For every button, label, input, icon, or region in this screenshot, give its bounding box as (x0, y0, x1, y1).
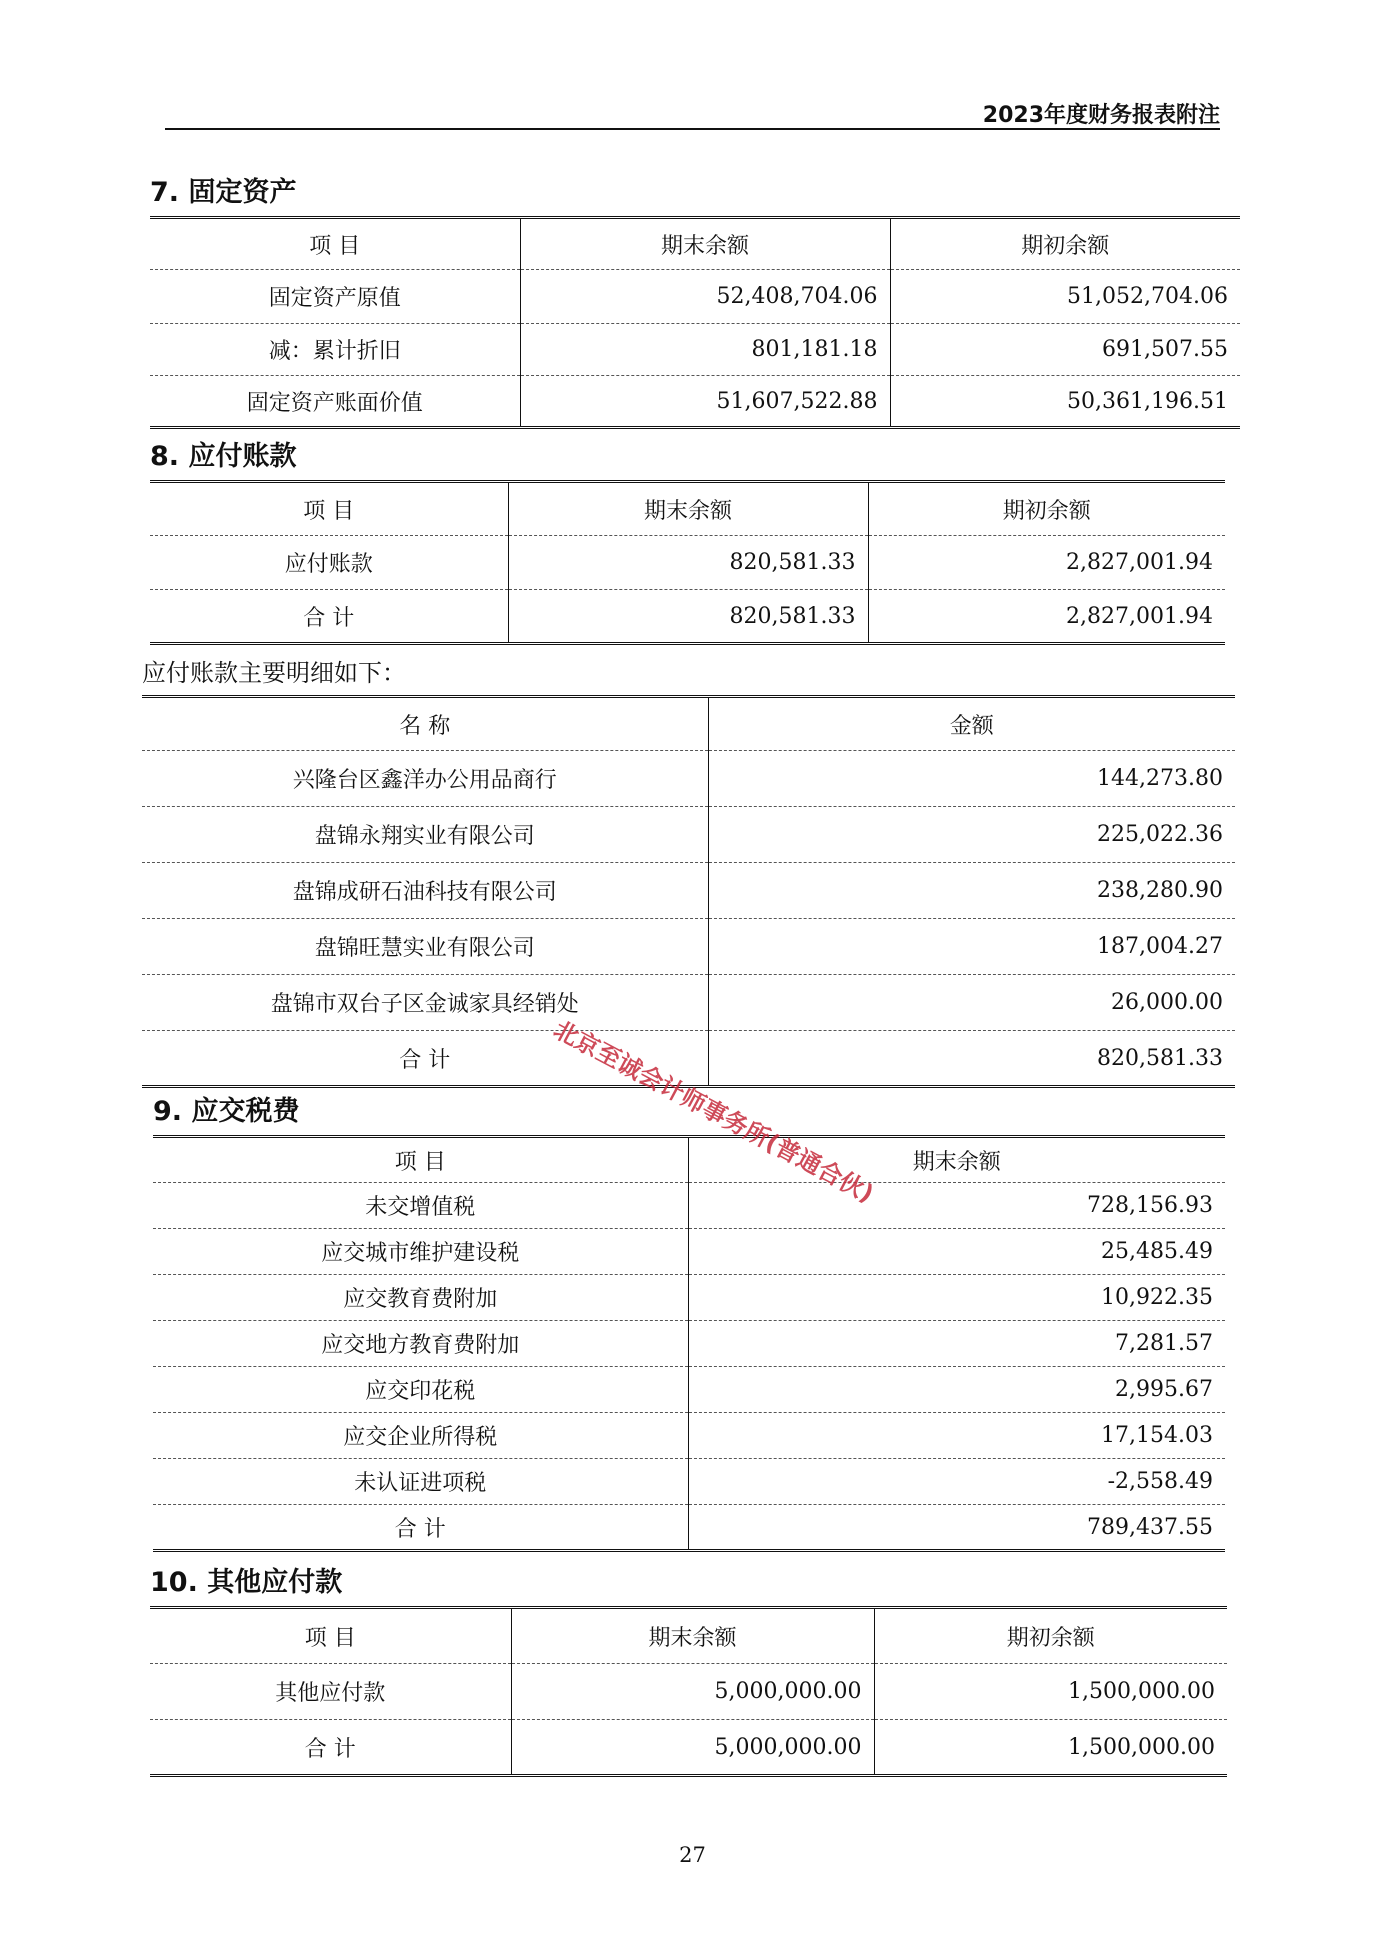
supplier-name: 兴隆台区鑫洋办公用品商行 (142, 751, 708, 807)
closing-balance: 51,607,522.88 (520, 376, 890, 428)
row-label: 其他应付款 (150, 1664, 511, 1720)
table-header-row (142, 697, 1235, 751)
other-payables-table (150, 1606, 1227, 1777)
column-header: 期初余额 (890, 218, 1240, 270)
opening-balance: 1,500,000.00 (874, 1720, 1227, 1776)
report-header-title: 2023年度财务报表附注 (982, 103, 1220, 128)
tax-item: 应交印花税 (153, 1367, 688, 1413)
closing-balance: 820,581.33 (508, 536, 868, 590)
section-fixed-assets (150, 170, 1240, 429)
table-row (153, 1321, 1225, 1367)
accounts-payable-table (150, 480, 1225, 645)
fixed-assets-table (150, 216, 1240, 429)
opening-balance: 50,361,196.51 (890, 376, 1240, 428)
row-label: 减：累计折旧 (150, 324, 520, 376)
section-taxes-payable (153, 1089, 1225, 1552)
amount: 728,156.93 (688, 1183, 1225, 1229)
section-title: 8. 应付账款 (150, 441, 297, 472)
row-label: 固定资产原值 (150, 270, 520, 324)
header-rule (165, 128, 1220, 130)
column-header: 项 目 (153, 1137, 688, 1183)
table-row (150, 590, 1225, 644)
column-header: 项 目 (150, 218, 520, 270)
amount: 7,281.57 (688, 1321, 1225, 1367)
column-header: 期末余额 (511, 1608, 874, 1664)
closing-balance: 801,181.18 (520, 324, 890, 376)
table-row (142, 863, 1235, 919)
payable-details-table (142, 695, 1235, 1088)
table-row (150, 536, 1225, 590)
column-header: 期末余额 (688, 1137, 1225, 1183)
column-header: 名 称 (142, 697, 708, 751)
table-row (150, 1720, 1227, 1776)
table-header-row (150, 482, 1225, 536)
supplier-name: 合 计 (399, 1047, 451, 1073)
amount: 144,273.80 (708, 751, 1235, 807)
opening-balance: 51,052,704.06 (890, 270, 1240, 324)
row-label: 应付账款 (150, 536, 508, 590)
tax-item: 应交教育费附加 (153, 1275, 688, 1321)
section-title: 7. 固定资产 (150, 177, 297, 208)
section-accounts-payable (150, 434, 1225, 645)
supplier-name: 盘锦永翔实业有限公司 (142, 807, 708, 863)
tax-item: 应交地方教育费附加 (153, 1321, 688, 1367)
table-header-row (150, 218, 1240, 270)
column-header: 期末余额 (520, 218, 890, 270)
table-row (150, 376, 1240, 428)
closing-balance: 5,000,000.00 (511, 1664, 874, 1720)
table-row (150, 270, 1240, 324)
column-header: 金额 (708, 697, 1235, 751)
opening-balance: 691,507.55 (890, 324, 1240, 376)
amount: 10,922.35 (688, 1275, 1225, 1321)
table-row (142, 807, 1235, 863)
table-row (142, 975, 1235, 1031)
table-row (153, 1275, 1225, 1321)
closing-balance: 820,581.33 (508, 590, 868, 644)
table-row (153, 1505, 1225, 1551)
table-row (153, 1367, 1225, 1413)
tax-item: 未交增值税 (153, 1183, 688, 1229)
opening-balance: 2,827,001.94 (868, 536, 1225, 590)
accounting-firm-seal: 北京至诚会计师事务所(普通合伙) (549, 1015, 879, 1209)
tax-item: 合 计 (394, 1516, 446, 1542)
table-row (150, 1664, 1227, 1720)
table-header-row (150, 1608, 1227, 1664)
table-row (153, 1413, 1225, 1459)
column-header: 项 目 (150, 1608, 511, 1664)
amount: 25,485.49 (688, 1229, 1225, 1275)
opening-balance: 1,500,000.00 (874, 1664, 1227, 1720)
row-label: 合 计 (303, 605, 355, 631)
amount: -2,558.49 (688, 1459, 1225, 1505)
row-label: 合 计 (304, 1736, 356, 1762)
row-label: 固定资产账面价值 (246, 390, 423, 416)
supplier-name: 盘锦成研石油科技有限公司 (142, 863, 708, 919)
closing-balance: 5,000,000.00 (511, 1720, 874, 1776)
table-row (153, 1183, 1225, 1229)
table-row (142, 751, 1235, 807)
column-header: 期初余额 (868, 482, 1225, 536)
supplier-name: 盘锦旺慧实业有限公司 (142, 919, 708, 975)
table-row (153, 1229, 1225, 1275)
table-row (142, 919, 1235, 975)
amount: 2,995.67 (688, 1367, 1225, 1413)
amount: 17,154.03 (688, 1413, 1225, 1459)
section-payable-details (142, 651, 1235, 1088)
amount: 26,000.00 (708, 975, 1235, 1031)
details-note: 应付账款主要明细如下： (142, 659, 406, 687)
amount: 187,004.27 (708, 919, 1235, 975)
taxes-payable-table (153, 1135, 1225, 1552)
column-header: 项 目 (150, 482, 508, 536)
section-title: 9. 应交税费 (153, 1096, 300, 1127)
section-title: 10. 其他应付款 (150, 1567, 343, 1598)
amount: 225,022.36 (708, 807, 1235, 863)
closing-balance: 52,408,704.06 (520, 270, 890, 324)
amount: 789,437.55 (688, 1505, 1225, 1551)
supplier-name: 盘锦市双台子区金诚家具经销处 (142, 975, 708, 1031)
tax-item: 应交企业所得税 (153, 1413, 688, 1459)
page-number: 27 (679, 1843, 706, 1867)
table-row (150, 324, 1240, 376)
table-row (153, 1459, 1225, 1505)
tax-item: 未认证进项税 (153, 1459, 688, 1505)
table-header-row (153, 1137, 1225, 1183)
amount: 238,280.90 (708, 863, 1235, 919)
column-header: 期末余额 (508, 482, 868, 536)
column-header: 期初余额 (874, 1608, 1227, 1664)
amount: 820,581.33 (708, 1031, 1235, 1087)
section-other-payables (150, 1560, 1227, 1777)
opening-balance: 2,827,001.94 (868, 590, 1225, 644)
tax-item: 应交城市维护建设税 (153, 1229, 688, 1275)
